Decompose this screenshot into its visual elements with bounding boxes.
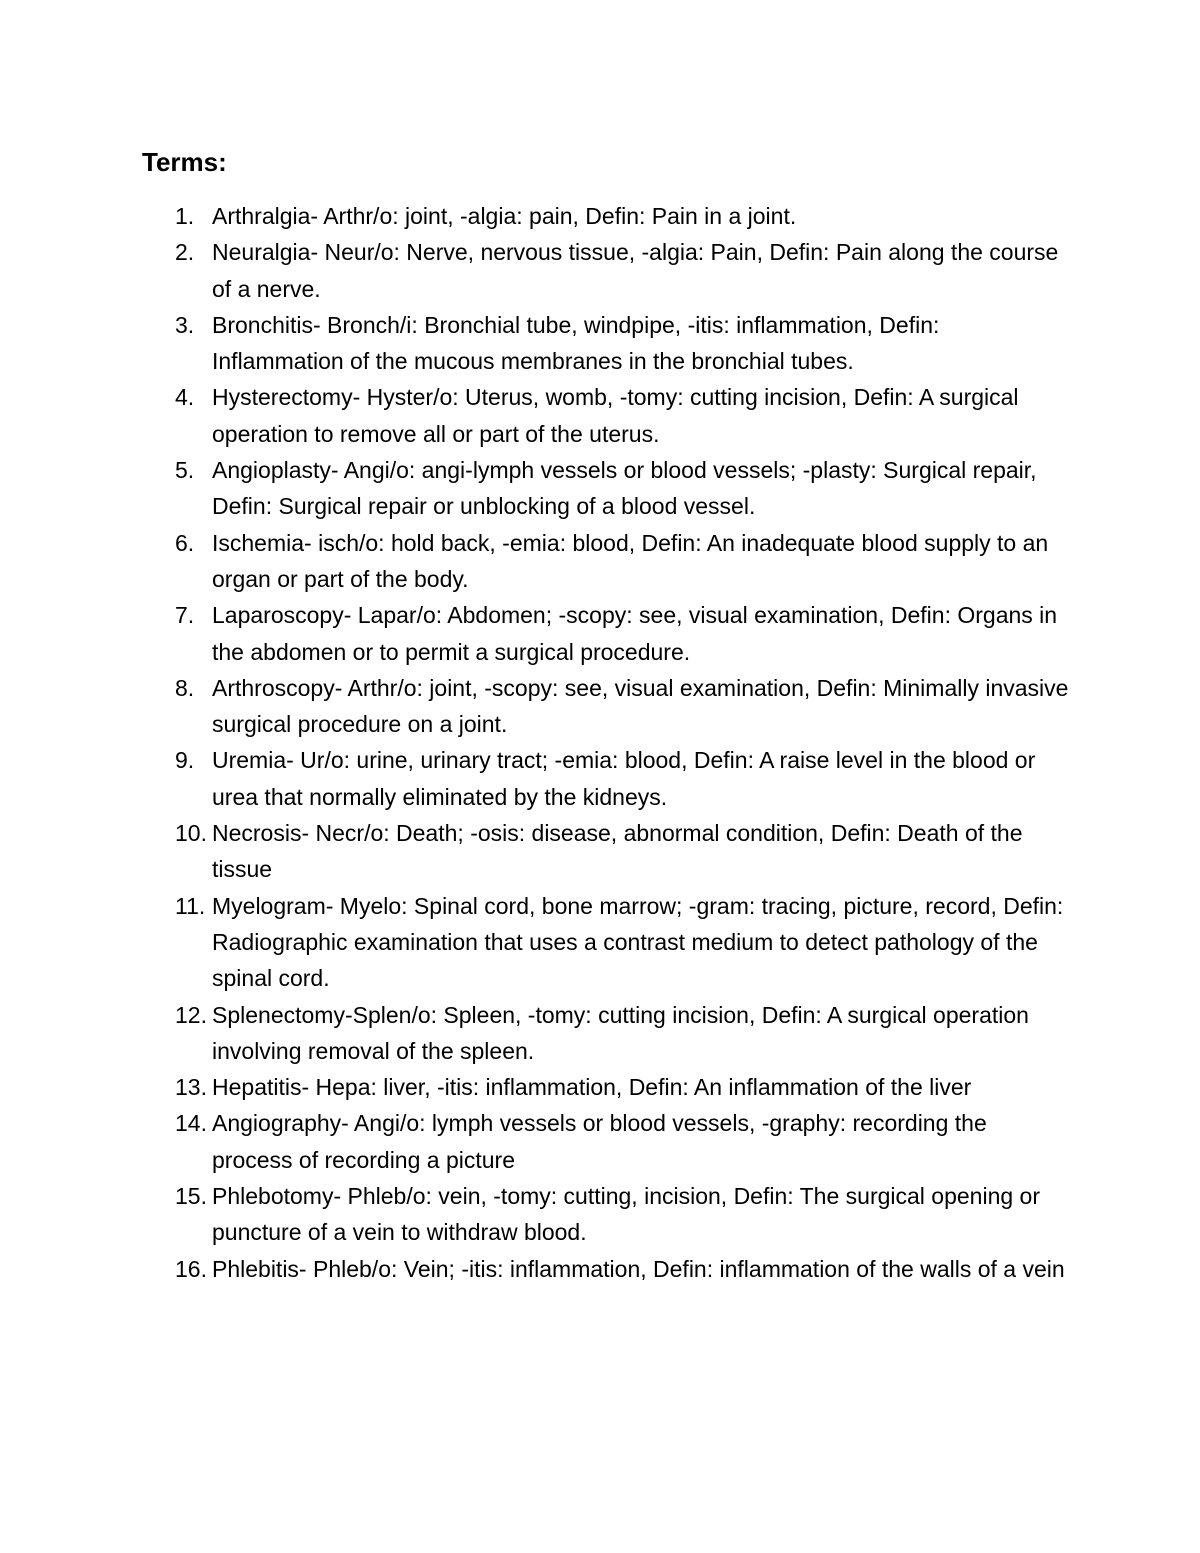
page-title: Terms: <box>142 147 227 177</box>
term-item <box>0 379 1200 452</box>
term-number: 13. <box>175 1074 207 1101</box>
term-text: Laparoscopy- Lapar/o: Abdomen; -scopy: see, visual examination, Defin: Organs in the abdomen or to permit a surgical procedure. <box>212 602 1058 665</box>
term-number: 10. <box>175 820 207 847</box>
term-item <box>0 1069 1200 1105</box>
term-text: Necrosis- Necr/o: Death; -osis: disease, abnormal condition, Defin: Death of the tissue <box>212 820 1023 883</box>
term-text: Bronchitis- Bronch/i: Bronchial tube, windpipe, -itis: inflammation, Defin: Inflammation of the mucous membranes in the bronchial tubes. <box>212 311 940 375</box>
term-number: 11. <box>175 892 206 919</box>
term-text: Arthralgia- Arthr/o: joint, -algia: pain, Defin: Pain in a joint. <box>212 203 797 229</box>
term-item <box>0 742 1200 815</box>
term-item <box>0 1251 1200 1287</box>
term-number: 4. <box>175 384 195 411</box>
term-item <box>0 198 1200 234</box>
term-text: Angiography- Angi/o: lymph vessels or blood vessels, -graphy: recording the process of recording a picture <box>212 1110 987 1173</box>
term-item <box>0 525 1200 598</box>
term-item <box>0 597 1200 670</box>
term-text: Phlebotomy- Phleb/o: vein, -tomy: cutting, incision, Defin: The surgical opening or puncture of a vein to withdraw blood. <box>212 1183 1040 1246</box>
term-text: Arthroscopy- Arthr/o: joint, -scopy: see, visual examination, Defin: Minimally invasive surgical procedure on a joint. <box>212 674 1069 738</box>
term-item <box>0 997 1200 1070</box>
term-number: 3. <box>175 311 195 338</box>
term-text: Myelogram- Myelo: Spinal cord, bone marrow; -gram: tracing, picture, record, Defin: Radiographic examination that uses a contrast medium to detect pathology of the spinal cord. <box>212 892 1064 992</box>
term-number: 6. <box>175 529 195 556</box>
term-text: Ischemia- isch/o: hold back, -emia: blood, Defin: An inadequate blood supply to an organ or part of the body. <box>212 529 1049 592</box>
term-text: Neuralgia- Neur/o: Nerve, nervous tissue, -algia: Pain, Defin: Pain along the course of a nerve. <box>212 239 1059 302</box>
term-text: Hysterectomy- Hyster/o: Uterus, womb, -tomy: cutting incision, Defin: A surgical operation to remove all or part of the uterus. <box>212 384 1019 447</box>
terms-list <box>0 198 1200 1287</box>
term-item <box>0 307 1200 380</box>
term-number: 15. <box>175 1183 207 1210</box>
term-number: 9. <box>175 747 195 774</box>
term-item <box>0 888 1200 997</box>
term-number: 2. <box>175 239 195 266</box>
term-number: 8. <box>175 674 195 701</box>
term-text: Splenectomy-Splen/o: Spleen, -tomy: cutting incision, Defin: A surgical operation involving removal of the spleen. <box>212 1001 1029 1064</box>
term-text: Angioplasty- Angi/o: angi-lymph vessels or blood vessels; -plasty: Surgical repair, Defin: Surgical repair or unblocking of a blood vessel. <box>212 457 1037 520</box>
term-item <box>0 452 1200 525</box>
term-text: Uremia- Ur/o: urine, urinary tract; -emia: blood, Defin: A raise level in the blood or urea that normally eliminated by the kidneys. <box>212 747 1036 810</box>
term-number: 7. <box>175 602 195 629</box>
term-text: Hepatitis- Hepa: liver, -itis: inflammation, Defin: An inflammation of the liver <box>212 1074 972 1101</box>
term-number: 1. <box>175 203 195 229</box>
term-item <box>0 1105 1200 1178</box>
term-text: Phlebitis- Phleb/o: Vein; -itis: inflammation, Defin: inflammation of the walls of a vein <box>212 1255 1065 1282</box>
term-number: 16. <box>175 1255 207 1282</box>
term-item <box>0 670 1200 743</box>
term-item <box>0 1178 1200 1251</box>
term-item <box>0 234 1200 307</box>
term-number: 12. <box>175 1001 207 1028</box>
term-number: 14. <box>175 1110 207 1137</box>
term-number: 5. <box>175 457 195 484</box>
term-item <box>0 815 1200 888</box>
